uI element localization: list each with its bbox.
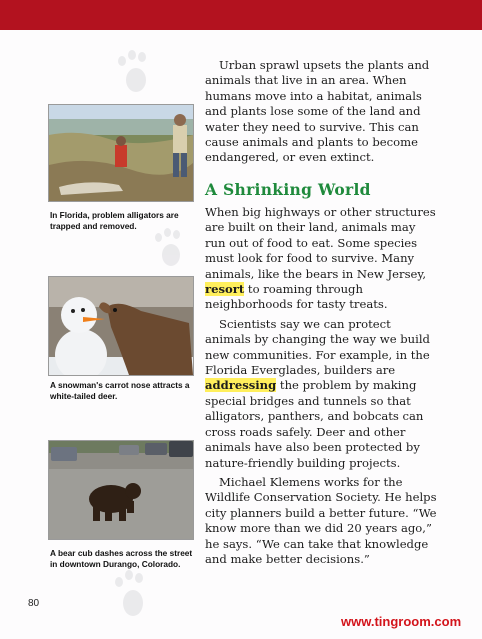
paragraph-highways-end: to roaming through neighborhoods for tasty treats. [205, 282, 388, 312]
watermark-link[interactable]: www.tingroom.com [341, 614, 462, 629]
paragraph-scientists [205, 317, 437, 471]
paragraph-highways [205, 205, 437, 313]
top-color-band [0, 0, 482, 30]
paragraph-scientists-start: Scientists say we can protect animals by changing the way we build new communities. For example, in the Florida Everglades, builders are [205, 316, 430, 378]
vocab-addressing: addressing [205, 378, 277, 393]
vocab-resort: resort [205, 282, 245, 297]
page-number: 80 [28, 598, 40, 609]
intro-paragraph-block [205, 58, 437, 166]
paragraph-scientists-end: the problem by making special bridges and tunnels so that alligators, panthers, and bobcats can cross roads safely. Deer and other animals have also been protected by nature-friendly building projects. [205, 378, 424, 470]
paw-print-icon [115, 570, 151, 620]
bear-cub-photo [48, 440, 194, 540]
paw-print-icon [118, 50, 154, 96]
snowman-deer-photo [48, 276, 194, 376]
paragraph-klemens: Michael Klemens works for the Wildlife Conservation Society. He helps city planners build a better future. “We know more than we did 20 years ago,” he says. “We can take that knowledge and make better decisions.” [205, 474, 437, 566]
alligator-caption: In Florida, problem alligators are trapped and removed. [50, 210, 179, 231]
section-heading: A Shrinking World [205, 180, 371, 199]
paragraph-highways-start: When big highways or other structures are built on their land, animals may run out of food to eat. Some species must look for food to survive. Many animals, like the bears in New Jersey, [205, 205, 436, 281]
snowman-deer-caption: A snowman's carrot nose attracts a white-tailed deer. [50, 380, 190, 401]
paw-print-icon [155, 228, 187, 270]
intro-paragraph: Urban sprawl upsets the plants and animals that live in an area. When humans move into a habitat, animals and plants lose some of the land and water they need to survive. This can cause animals and plants to become endangered, or even extinct. [205, 58, 430, 165]
body-text-block [205, 205, 437, 567]
bear-cub-caption: A bear cub dashes across the street in downtown Durango, Colorado. [50, 548, 193, 569]
alligator-photo [48, 104, 194, 202]
